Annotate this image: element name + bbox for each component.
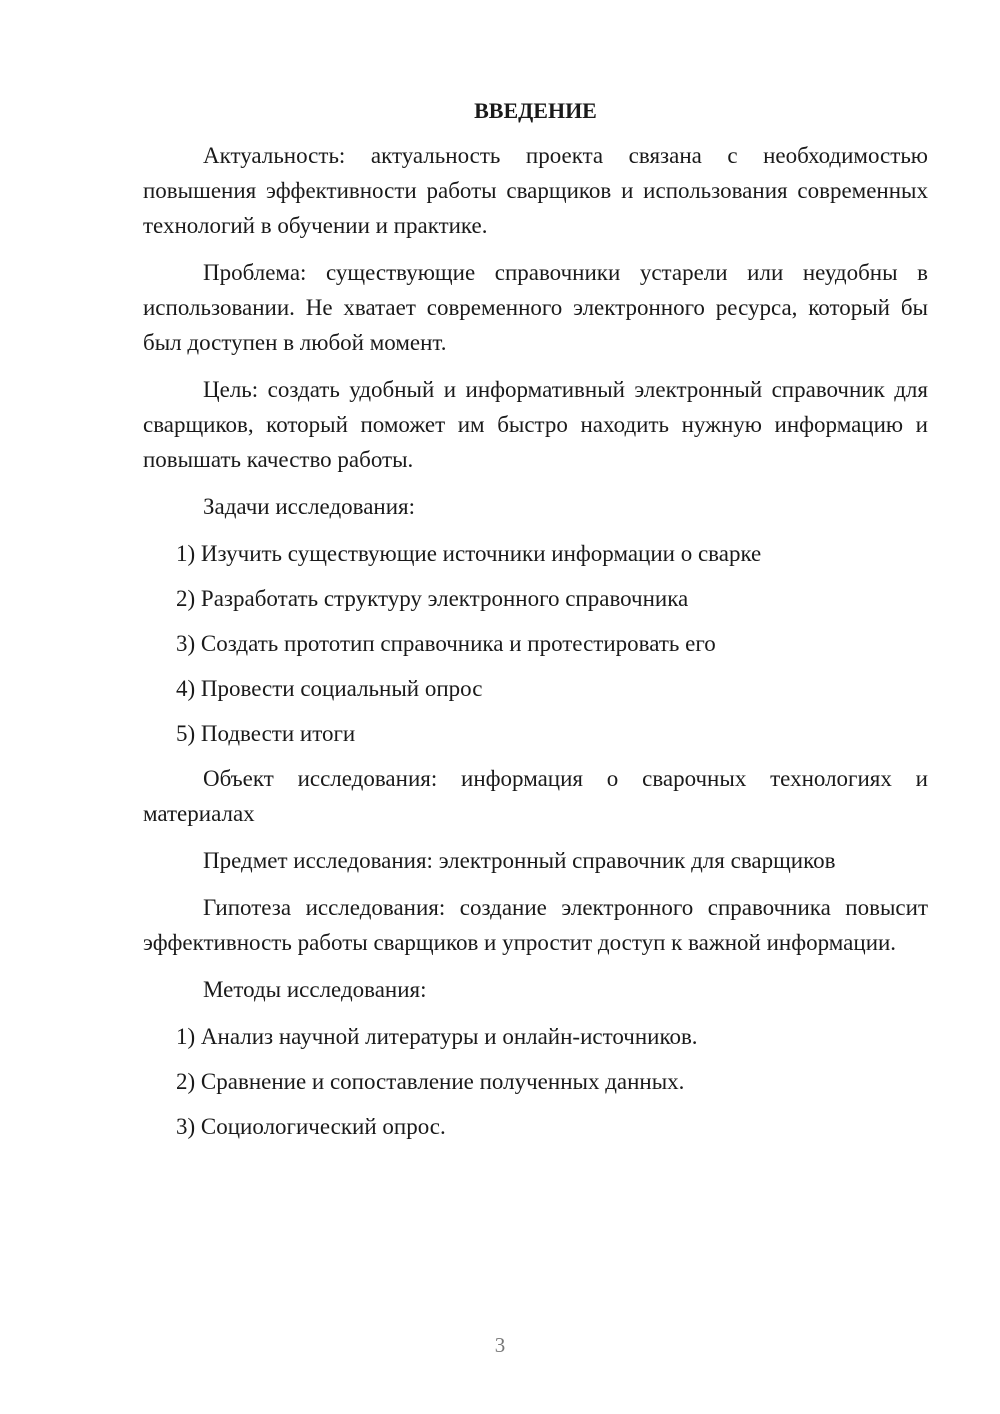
goal-paragraph: Цель: создать удобный и информативный электронный справочник для сварщиков, который поможет им быстро находить нужную информацию и повышать качество работы.: [143, 377, 928, 472]
problem-paragraph: Проблема: существующие справочники устарели или неудобны в использовании. Не хватает современного электронного ресурса, который бы был доступен в любой момент.: [143, 260, 928, 355]
task-item: 3) Создать прототип справочника и протестировать его: [176, 631, 716, 656]
section-title: ВВЕДЕНИЕ: [474, 98, 597, 123]
hypothesis-paragraph: Гипотеза исследования: создание электронного справочника повысит эффективность работы сварщиков и упростит доступ к важной информации.: [143, 895, 928, 955]
task-item: 4) Провести социальный опрос: [176, 676, 483, 701]
tasks-heading: Задачи исследования:: [203, 494, 416, 519]
task-item: 2) Разработать структуру электронного справочника: [176, 586, 689, 611]
page-number: 3: [494, 1333, 506, 1357]
document-page: [143, 93, 928, 1154]
subject-paragraph: Предмет исследования: электронный справочник для сварщиков: [203, 848, 836, 873]
task-item: 1) Изучить существующие источники информации о сварке: [176, 541, 762, 566]
method-item: 1) Анализ научной литературы и онлайн-источников.: [176, 1024, 698, 1049]
method-item: 3) Социологический опрос.: [176, 1114, 446, 1139]
object-paragraph: Объект исследования: информация о сварочных технологиях и материалах: [143, 766, 928, 826]
method-item: 2) Сравнение и сопоставление полученных данных.: [176, 1069, 685, 1094]
relevance-paragraph: Актуальность: актуальность проекта связана с необходимостью повышения эффективности работы сварщиков и использования современных технологий в обучении и практике.: [143, 143, 928, 238]
task-item: 5) Подвести итоги: [176, 721, 356, 746]
methods-heading: Методы исследования:: [203, 977, 427, 1002]
